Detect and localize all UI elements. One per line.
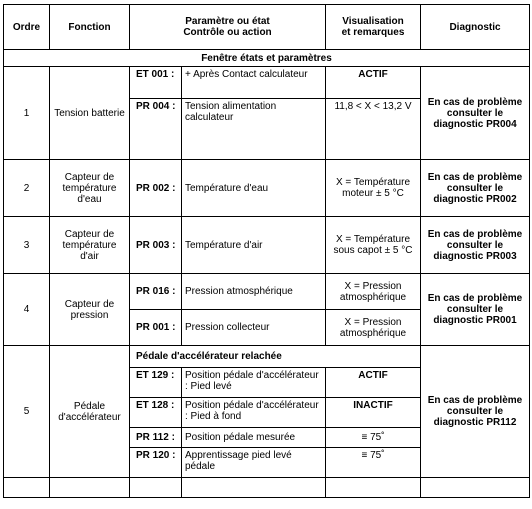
header-fonction: Fonction [50, 5, 130, 50]
param-code: PR 016 : [130, 274, 182, 310]
param-value: X = Pression atmosphérique [326, 310, 421, 346]
ordre-cell: 2 [4, 160, 50, 217]
diagnostic-table [3, 4, 530, 498]
empty-cell [421, 478, 530, 498]
header-row [4, 5, 530, 50]
param-value: X = Température moteur ± 5 °C [326, 160, 421, 217]
param-label: Tension alimentation calculateur [182, 98, 326, 159]
empty-cell [130, 478, 182, 498]
section-row [4, 50, 530, 67]
ordre-cell: 4 [4, 274, 50, 346]
empty-cell [4, 478, 50, 498]
param-code: ET 128 : [130, 398, 182, 428]
diagnostic-cell: En cas de problème consulter le diagnostic PR002 [421, 160, 530, 217]
table-row [4, 160, 530, 217]
table-row [4, 217, 530, 274]
param-code: PR 004 : [130, 98, 182, 159]
param-code: PR 002 : [130, 160, 182, 217]
param-value: 11,8 < X < 13,2 V [326, 98, 421, 159]
param-code: PR 112 : [130, 428, 182, 448]
param-code: ET 001 : [130, 67, 182, 99]
param-label: Température d'eau [182, 160, 326, 217]
header-diagnostic: Diagnostic [421, 5, 530, 50]
param-code: PR 003 : [130, 217, 182, 274]
ordre-cell: 1 [4, 67, 50, 160]
param-label: Position pédale d'accélérateur : Pied levé [182, 368, 326, 398]
param-value: ACTIF [326, 67, 421, 99]
fonction-cell: Capteur de température d'air [50, 217, 130, 274]
diagnostic-cell: En cas de problème consulter le diagnostic PR003 [421, 217, 530, 274]
table-row [4, 346, 530, 368]
fonction-cell: Capteur de pression [50, 274, 130, 346]
diagnostic-cell: En cas de problème consulter le diagnostic PR001 [421, 274, 530, 346]
param-code: PR 120 : [130, 448, 182, 478]
param-value: INACTIF [326, 398, 421, 428]
param-code: PR 001 : [130, 310, 182, 346]
fonction-cell: Tension batterie [50, 67, 130, 160]
param-code: ET 129 : [130, 368, 182, 398]
ordre-cell: 5 [4, 346, 50, 478]
table-row [4, 67, 530, 99]
ordre-cell: 3 [4, 217, 50, 274]
header-ordre: Ordre [4, 5, 50, 50]
param-value: ≡ 75˚ [326, 448, 421, 478]
fonction-cell: Pédale d'accélérateur [50, 346, 130, 478]
param-value: ACTIF [326, 368, 421, 398]
empty-cell [326, 478, 421, 498]
param-value: X = Pression atmosphérique [326, 274, 421, 310]
diagnostic-cell: En cas de problème consulter le diagnostic PR112 [421, 346, 530, 478]
empty-cell [182, 478, 326, 498]
table-row [4, 478, 530, 498]
param-value: ≡ 75˚ [326, 428, 421, 448]
param-label: Température d'air [182, 217, 326, 274]
param-label: Pression atmosphérique [182, 274, 326, 310]
param-label: Position pédale d'accélérateur : Pied à fond [182, 398, 326, 428]
param-label: Apprentissage pied levé pédale [182, 448, 326, 478]
header-parametre: Paramètre ou état Contrôle ou action [130, 5, 326, 50]
param-label: + Après Contact calculateur [182, 67, 326, 99]
table-row [4, 274, 530, 310]
diagnostic-cell: En cas de problème consulter le diagnostic PR004 [421, 67, 530, 160]
param-label: Pression collecteur [182, 310, 326, 346]
empty-cell [50, 478, 130, 498]
section-title: Fenêtre états et paramètres [4, 50, 530, 67]
header-visualisation: Visualisation et remarques [326, 5, 421, 50]
subheader-cell: Pédale d'accélérateur relachée [130, 346, 421, 368]
param-value: X = Température sous capot ± 5 °C [326, 217, 421, 274]
param-label: Position pédale mesurée [182, 428, 326, 448]
fonction-cell: Capteur de température d'eau [50, 160, 130, 217]
